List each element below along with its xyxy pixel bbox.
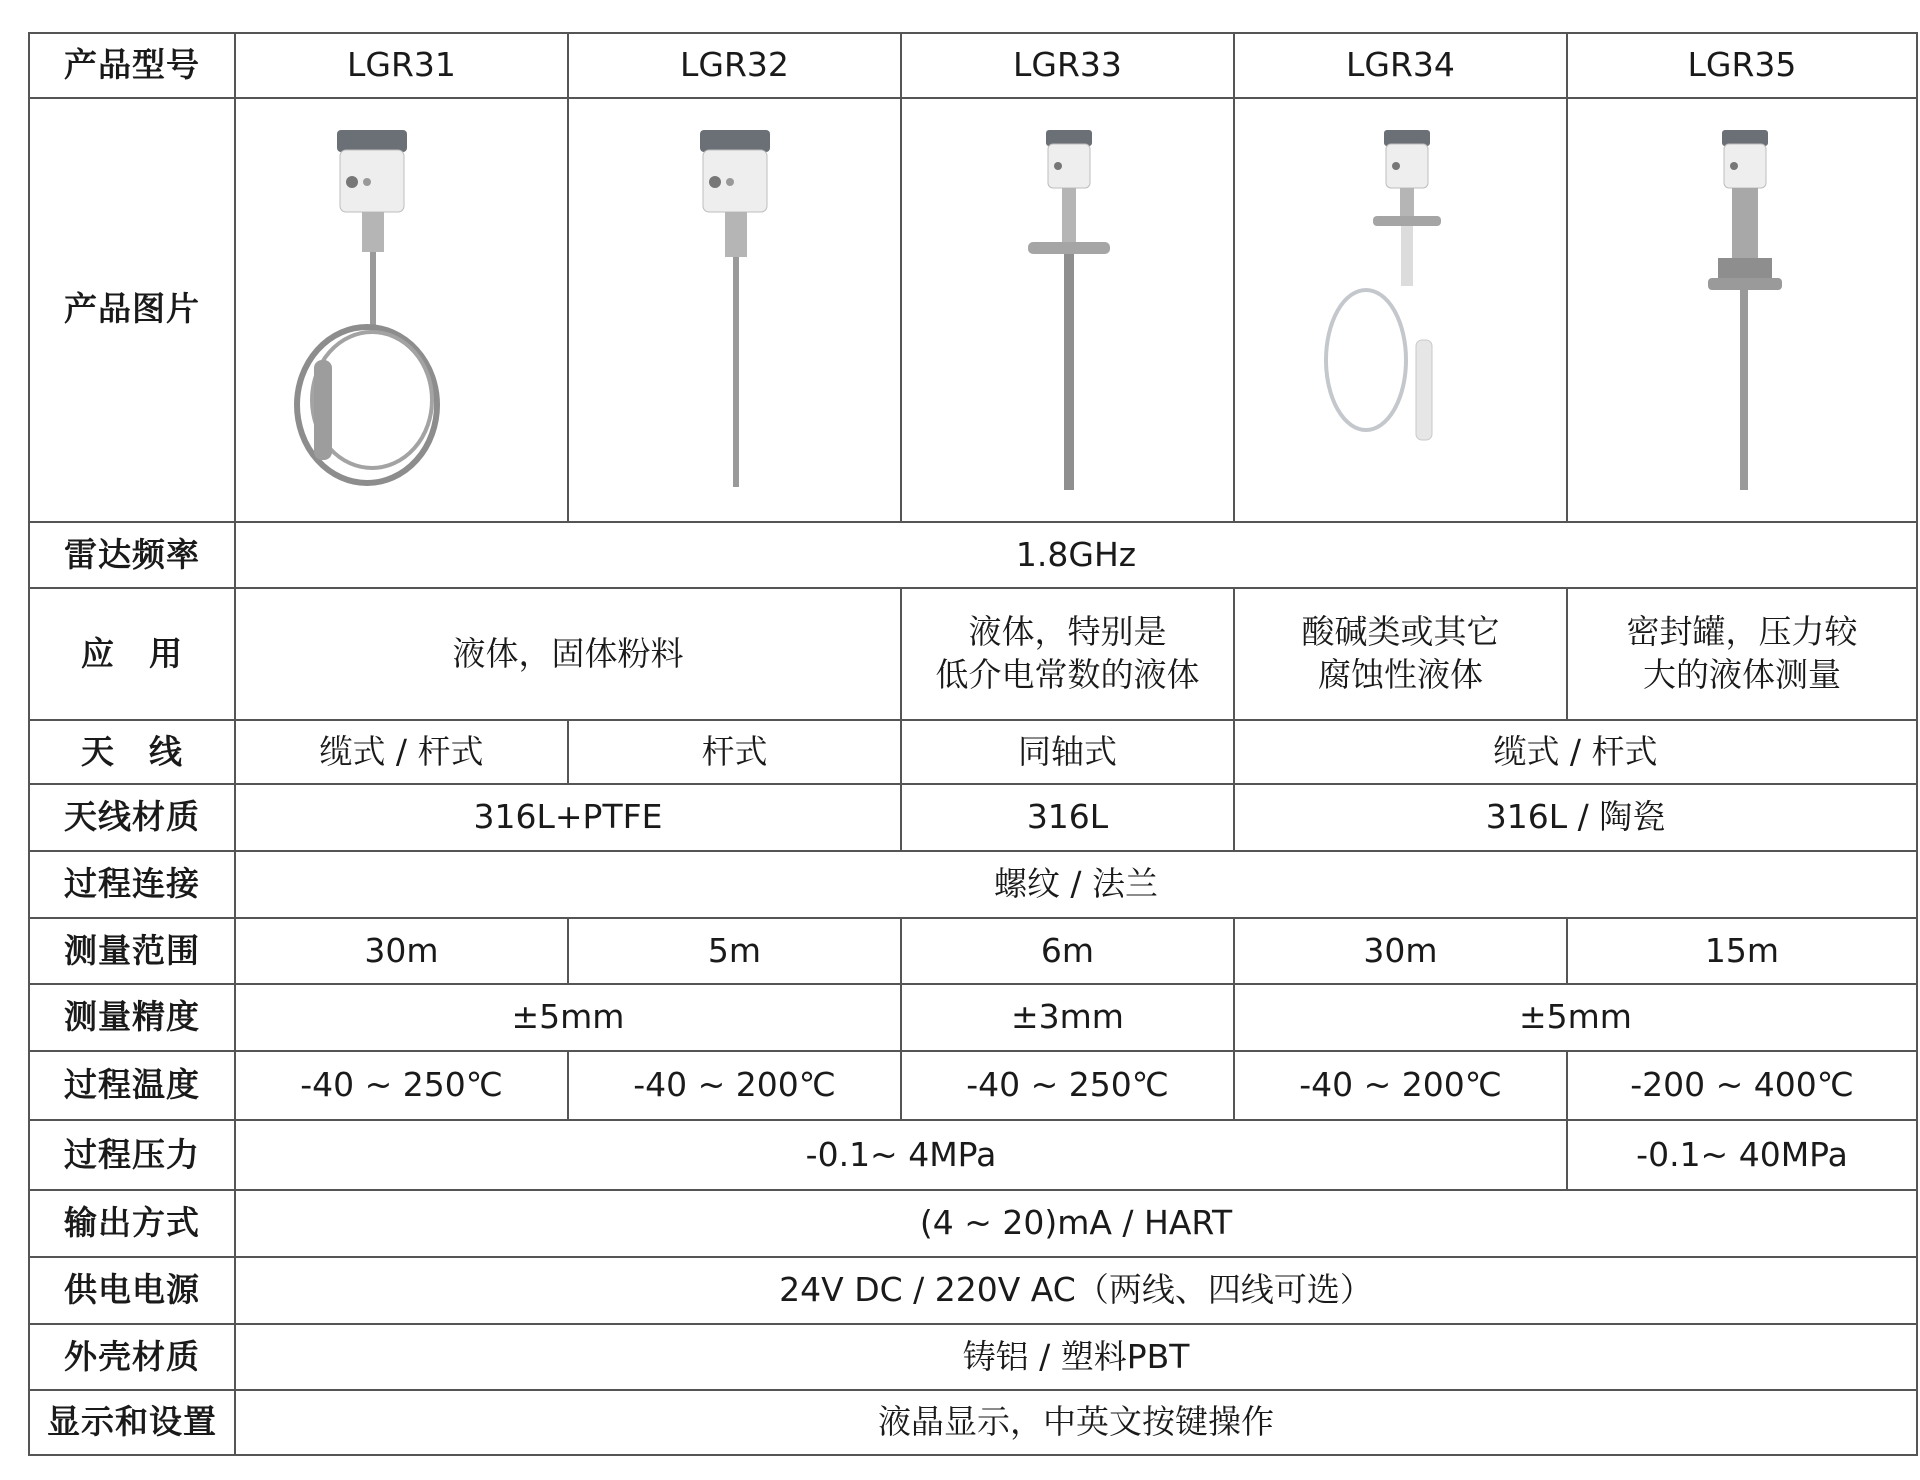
application-lgr33-line2: 低介电常数的液体 [935, 655, 1200, 695]
accuracy-lgr31-32: ±5mm [235, 984, 901, 1051]
image-cell-lgr35 [1567, 98, 1917, 522]
antenna-lgr33: 同轴式 [901, 720, 1234, 785]
image-cell-lgr32 [568, 98, 901, 522]
label-accuracy: 测量精度 [29, 984, 235, 1051]
temp-lgr34: -40 ~ 200℃ [1234, 1051, 1567, 1120]
label-range: 测量范围 [29, 918, 235, 985]
model-lgr32: LGR32 [568, 33, 901, 98]
application-lgr35 [1567, 588, 1917, 719]
antenna-lgr32: 杆式 [568, 720, 901, 785]
label-application: 应 用 [29, 588, 235, 719]
accuracy-lgr33: ±3mm [901, 984, 1234, 1051]
label-freq: 雷达频率 [29, 522, 235, 589]
row-display [29, 1390, 1917, 1455]
connection-value: 螺纹 / 法兰 [235, 851, 1917, 918]
range-lgr33: 6m [901, 918, 1234, 985]
label-connection: 过程连接 [29, 851, 235, 918]
product-image-lgr31 [252, 110, 552, 510]
pressure-lgr31-34: -0.1~ 4MPa [235, 1120, 1567, 1191]
product-image-lgr34 [1251, 110, 1551, 510]
model-lgr31: LGR31 [235, 33, 568, 98]
housing-value: 铸铝 / 塑料PBT [235, 1324, 1917, 1391]
model-lgr33: LGR33 [901, 33, 1234, 98]
row-model [29, 33, 1917, 98]
product-image-lgr35 [1582, 110, 1902, 510]
product-image-lgr32 [585, 110, 885, 510]
material-lgr34-35: 316L / 陶瓷 [1234, 784, 1917, 851]
accuracy-lgr34-35: ±5mm [1234, 984, 1917, 1051]
application-lgr34-line2: 腐蚀性液体 [1318, 655, 1483, 695]
image-cell-lgr31 [235, 98, 568, 522]
row-image [29, 98, 1917, 522]
label-pressure: 过程压力 [29, 1120, 235, 1191]
row-power [29, 1257, 1917, 1324]
label-power: 供电电源 [29, 1257, 235, 1324]
model-lgr35: LGR35 [1567, 33, 1917, 98]
row-freq [29, 522, 1917, 589]
row-antenna-material [29, 784, 1917, 851]
antenna-lgr31: 缆式 / 杆式 [235, 720, 568, 785]
temp-lgr32: -40 ~ 200℃ [568, 1051, 901, 1120]
row-housing [29, 1324, 1917, 1391]
label-display: 显示和设置 [29, 1390, 235, 1455]
image-cell-lgr34 [1234, 98, 1567, 522]
freq-value: 1.8GHz [235, 522, 1917, 589]
application-lgr33 [901, 588, 1234, 719]
row-application [29, 588, 1917, 719]
pressure-lgr35: -0.1~ 40MPa [1567, 1120, 1917, 1191]
label-housing: 外壳材质 [29, 1324, 235, 1391]
row-range [29, 918, 1917, 985]
label-model: 产品型号 [29, 33, 235, 98]
spec-table [28, 32, 1918, 1456]
row-connection [29, 851, 1917, 918]
application-lgr35-line1: 密封罐，压力较 [1626, 612, 1858, 652]
row-antenna [29, 720, 1917, 785]
application-lgr31-32: 液体，固体粉料 [235, 588, 901, 719]
application-lgr35-line2: 大的液体测量 [1643, 655, 1841, 695]
application-lgr34-line1: 酸碱类或其它 [1301, 612, 1500, 652]
range-lgr35: 15m [1567, 918, 1917, 985]
image-cell-lgr33 [901, 98, 1234, 522]
label-output: 输出方式 [29, 1190, 235, 1257]
row-pressure [29, 1120, 1917, 1191]
row-temperature [29, 1051, 1917, 1120]
temp-lgr31: -40 ~ 250℃ [235, 1051, 568, 1120]
label-antenna: 天 线 [29, 720, 235, 785]
application-lgr34 [1234, 588, 1567, 719]
label-antenna-material: 天线材质 [29, 784, 235, 851]
row-output [29, 1190, 1917, 1257]
antenna-lgr34-35: 缆式 / 杆式 [1234, 720, 1917, 785]
model-lgr34: LGR34 [1234, 33, 1567, 98]
temp-lgr35: -200 ~ 400℃ [1567, 1051, 1917, 1120]
row-accuracy [29, 984, 1917, 1051]
range-lgr32: 5m [568, 918, 901, 985]
material-lgr33: 316L [901, 784, 1234, 851]
material-lgr31-32: 316L+PTFE [235, 784, 901, 851]
label-image: 产品图片 [29, 98, 235, 522]
range-lgr31: 30m [235, 918, 568, 985]
display-value: 液晶显示，中英文按键操作 [235, 1390, 1917, 1455]
range-lgr34: 30m [1234, 918, 1567, 985]
product-image-lgr33 [918, 110, 1218, 510]
application-lgr33-line1: 液体，特别是 [968, 612, 1167, 652]
power-value: 24V DC / 220V AC（两线、四线可选） [235, 1257, 1917, 1324]
label-temperature: 过程温度 [29, 1051, 235, 1120]
temp-lgr33: -40 ~ 250℃ [901, 1051, 1234, 1120]
output-value: (4 ~ 20)mA / HART [235, 1190, 1917, 1257]
